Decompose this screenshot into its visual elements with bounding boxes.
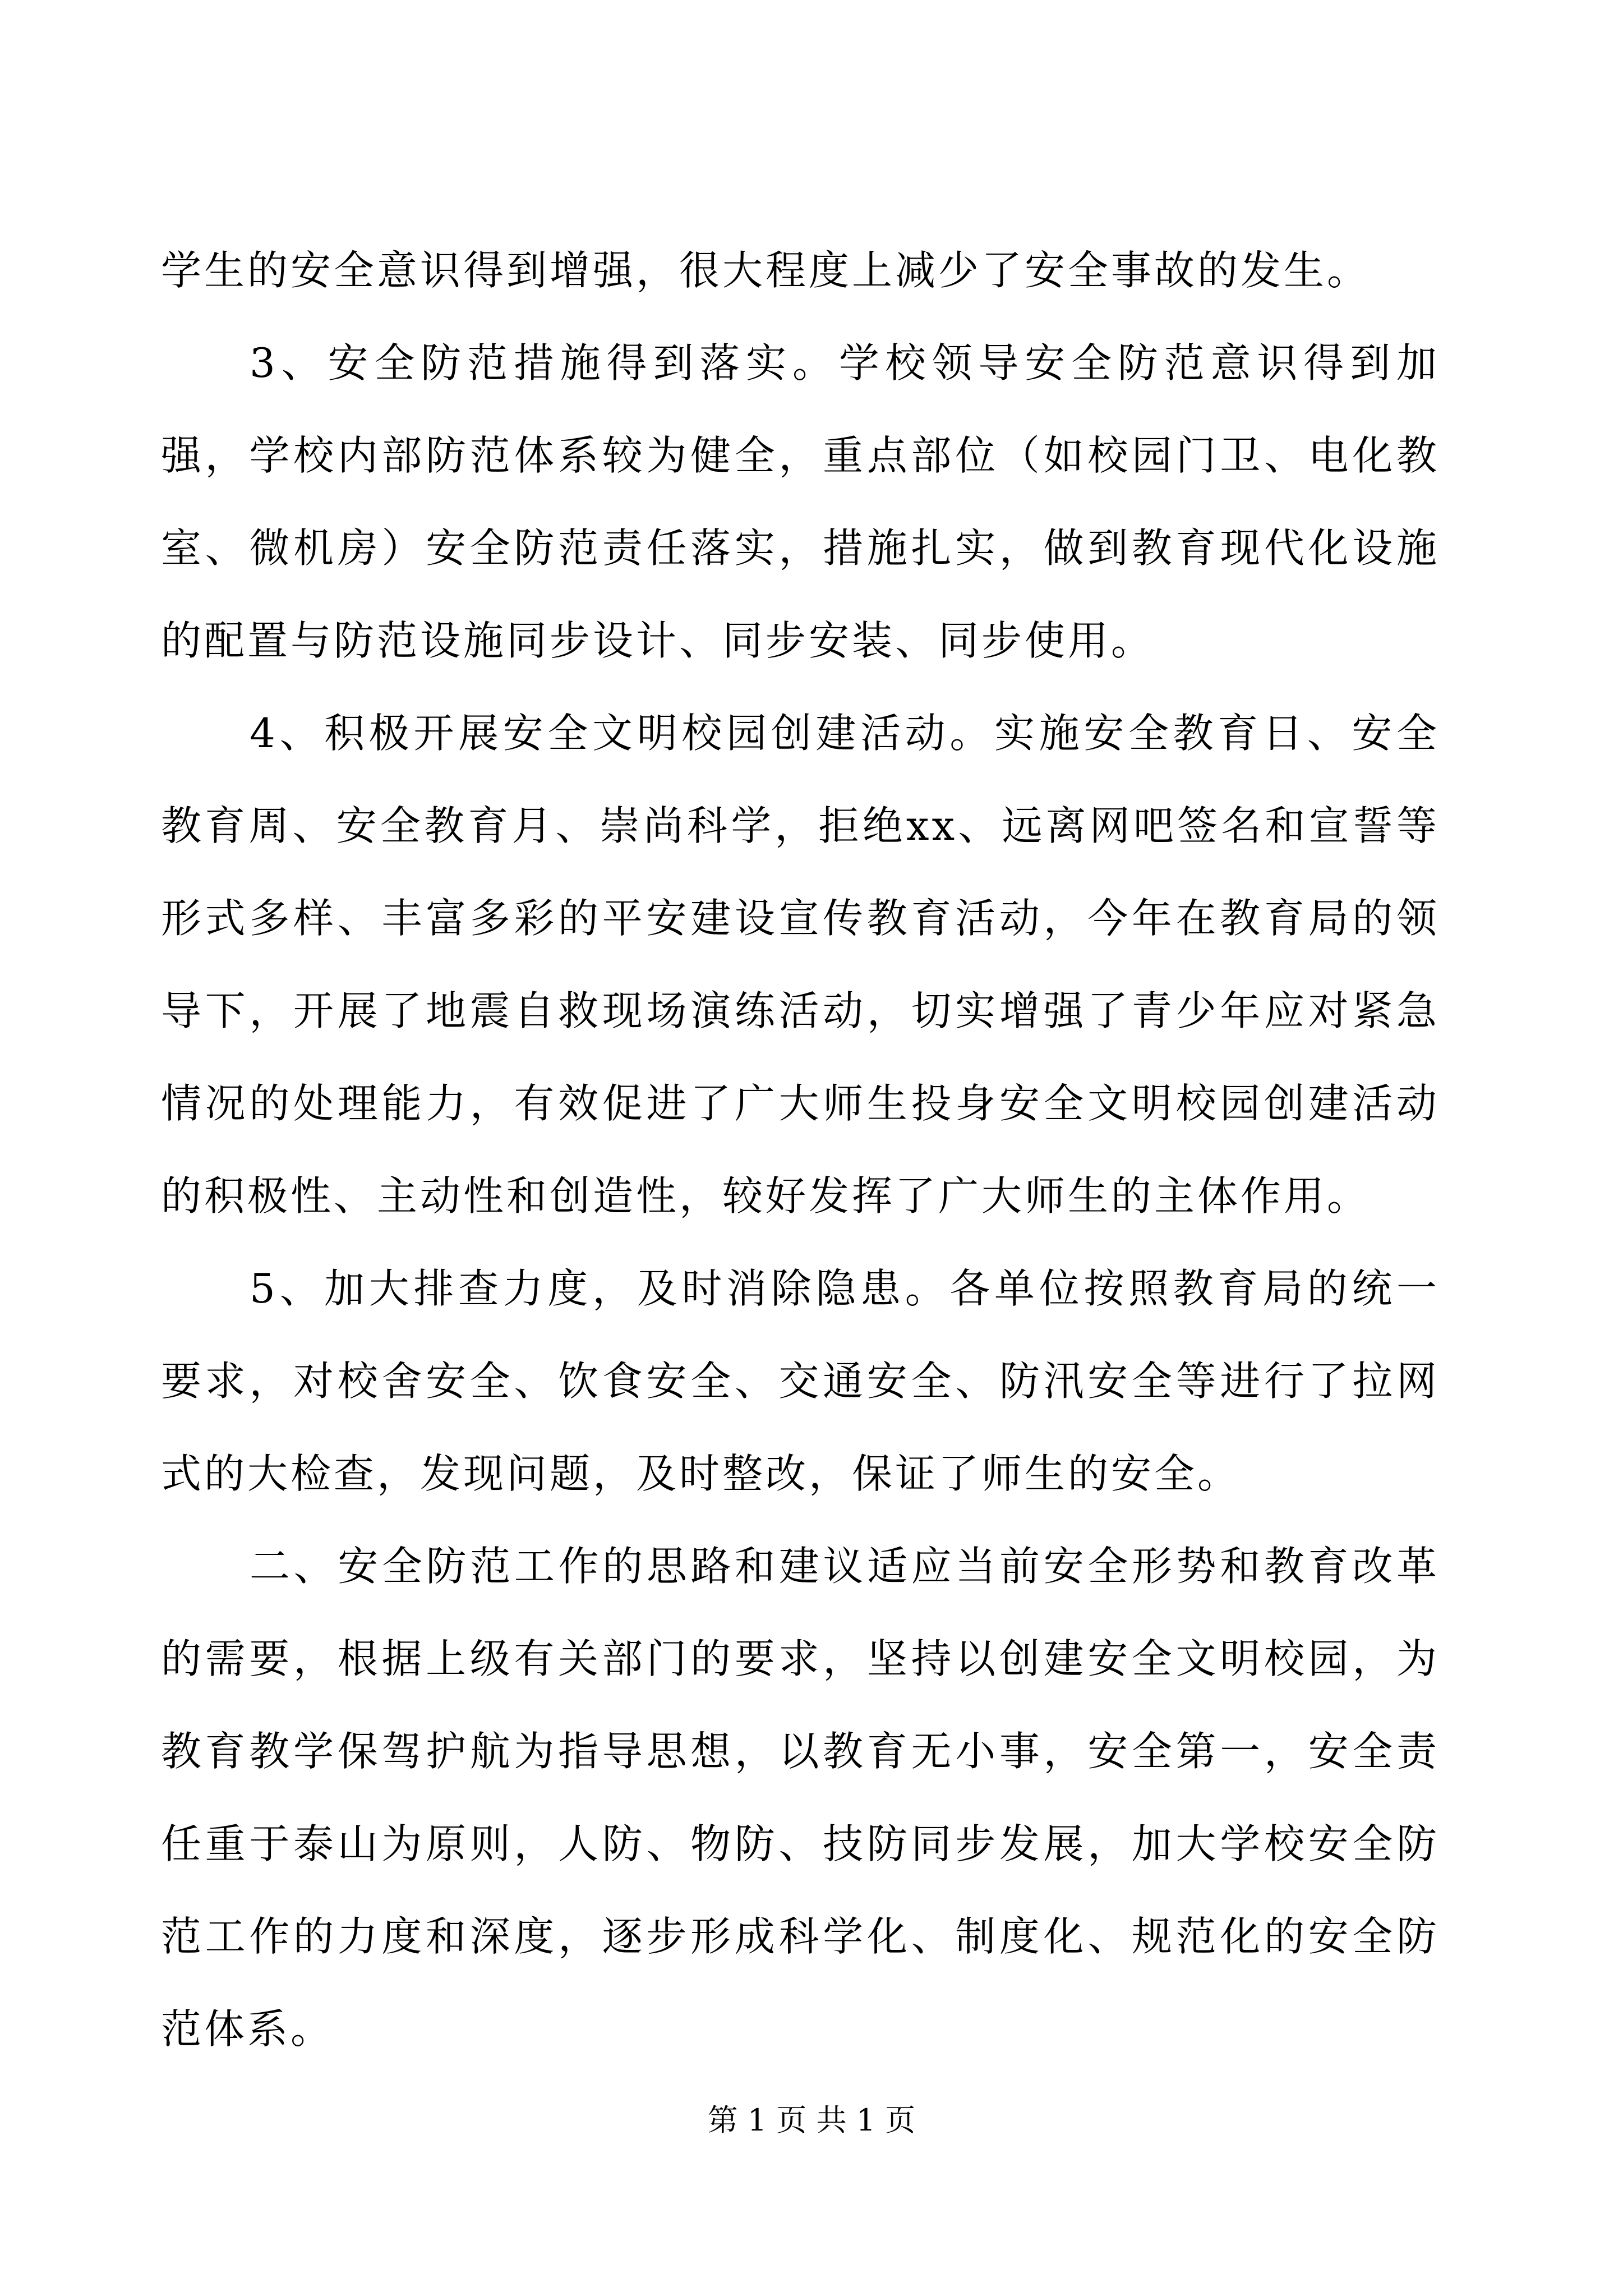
paragraph-item-3: 3、安全防范措施得到落实。学校领导安全防范意识得到加强，学校内部防范体系较为健全，重点部位（如校园门卫、电化教室、微机房）安全防范责任落实，措施扎实，做到教育现代化设施的配置与防范设施同步设计、同步安装、同步使用。 — [161, 339, 1440, 664]
page-footer: 第 1 页 共 1 页 — [707, 2102, 916, 2138]
paragraph-item-4: 4、积极开展安全文明校园创建活动。实施安全教育日、安全教育周、安全教育月、崇尚科学，拒绝xx、远离网吧签名和宣誓等形式多样、丰富多彩的平安建设宣传教育活动，今年在教育局的领导下，开展了地震自救现场演练活动，切实增强了青少年应对紧急情况的处理能力，有效促进了广大师生投身安全文明校园创建活动的积极性、主动性和创造性，较好发挥了广大师生的主体作用。 — [161, 710, 1440, 1220]
paragraph-section-2: 二、安全防范工作的思路和建议适应当前安全形势和教育改革的需要，根据上级有关部门的要求，坚持以创建安全文明校园，为教育教学保驾护航为指导思想，以教育无小事，安全第一，安全责任重于泰山为原则，人防、物防、技防同步发展，加大学校安全防范工作的力度和深度，逐步形成科学化、制度化、规范化的安全防范体系。 — [161, 1543, 1440, 2053]
document-body — [161, 224, 1440, 2076]
paragraph-item-5: 5、加大排查力度，及时消除隐患。各单位按照教育局的统一要求，对校舍安全、饮食安全、交通安全、防汛安全等进行了拉网式的大检查，发现问题，及时整改，保证了师生的安全。 — [161, 1265, 1440, 1497]
paragraph-continuation: 学生的安全意识得到增强，很大程度上减少了安全事故的发生。 — [161, 247, 1371, 294]
